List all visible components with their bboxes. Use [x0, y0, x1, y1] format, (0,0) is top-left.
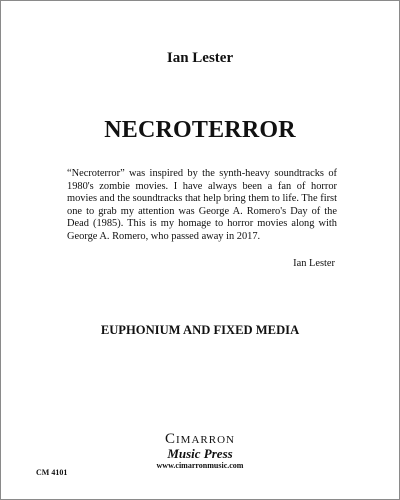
piece-title: NECROTERROR [104, 117, 296, 143]
instrumentation: EUPHONIUM AND FIXED MEDIA [100, 323, 300, 337]
program-note: “Necroterror” was inspired by the synth-heavy soundtracks of 1980's zombie movies. I have always been a fan of horror movies and the soundtracks that help bring them to life. The first one to grab my attention was George A. Romero's Day of the Dead (1985). This is my homage to horror movies along with George A. Romero, who passed away in 2017. [67, 168, 337, 242]
note-signature: Ian Lester [293, 258, 335, 269]
publisher-url: www.cimarronmusic.com [156, 461, 244, 470]
publisher-logo [1, 431, 399, 470]
publisher-subname: Music Press [167, 446, 233, 461]
composer-name: Ian Lester [166, 50, 234, 66]
catalog-number: CM 4101 [36, 468, 68, 477]
publisher-name: Cimarron [165, 431, 235, 447]
